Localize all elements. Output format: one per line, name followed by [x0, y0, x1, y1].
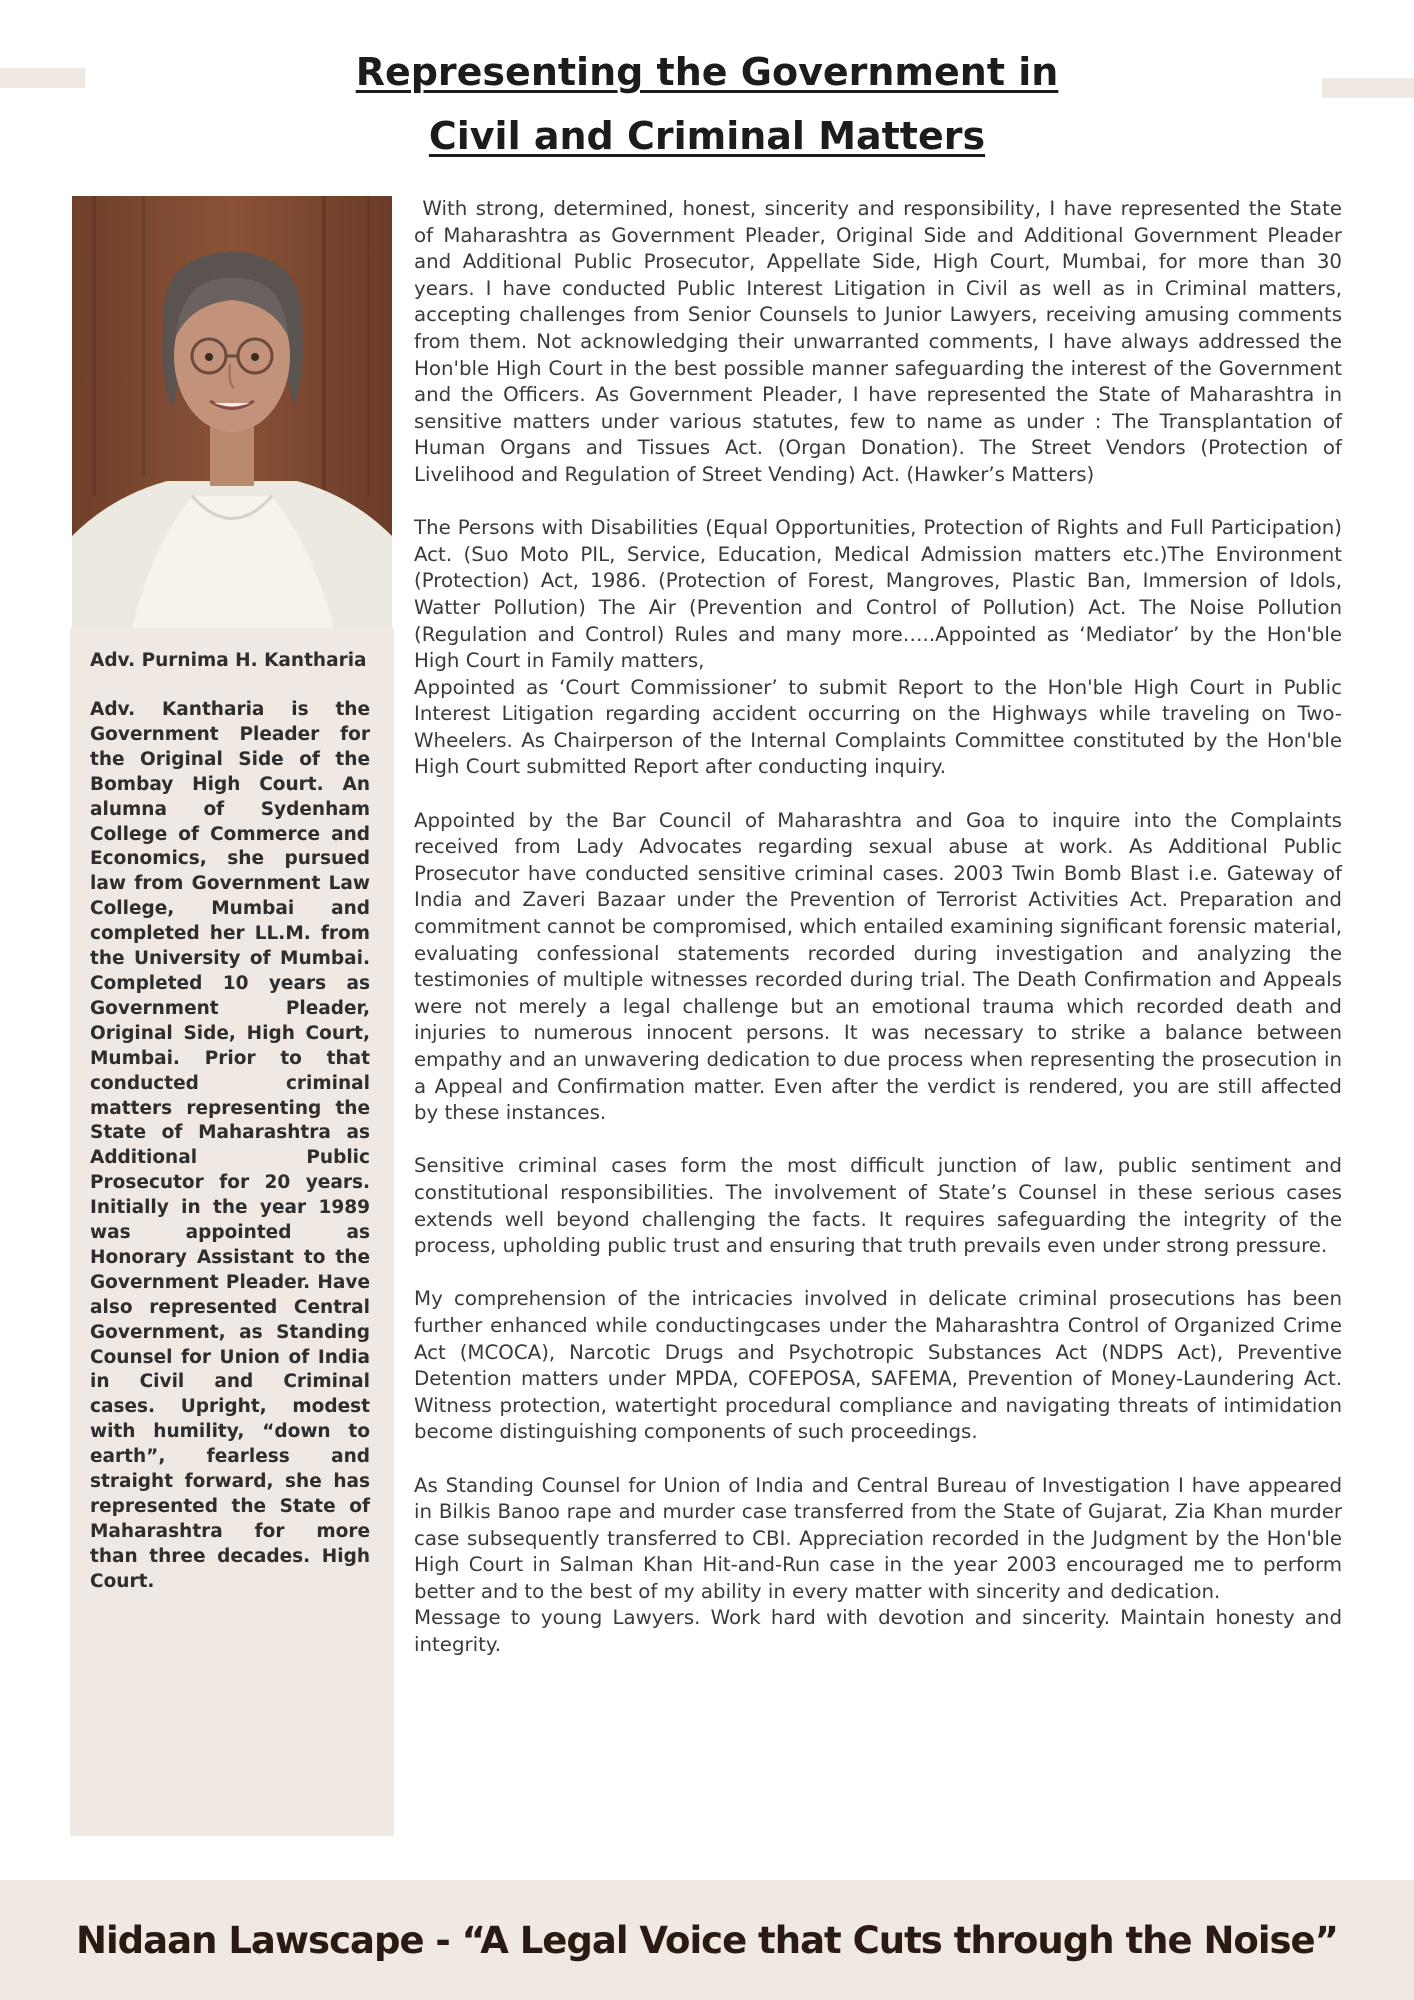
portrait-illustration	[72, 196, 392, 628]
author-name: Adv. Purnima H. Kantharia	[90, 650, 367, 671]
body-paragraph-2: The Persons with Disabilities (Equal Opportunities, Protection of Rights and Full Participation) Act. (Suo Moto PIL, Service, Education, Medical Admission matters etc.)The Environment (Protection) Act, 1986. (Protection of Forest, Mangroves, Plastic Ban, Immersion of Idols, Watter Pollution) The Air (Prevention and Control of Pollution) Act. The Noise Pollution (Regulation and Control) Rules and many more…..Appointed as ‘Mediator’ by the Hon'ble High Court in Family matters,	[414, 516, 1342, 673]
footer-tagline: Nidaan Lawscape - “A Legal Voice that Cuts through the Noise”	[76, 1918, 1338, 1962]
author-bio: Adv. Kantharia is the Government Pleader for the Original Side of the Bombay High Court. An alumna of Sydenham College of Commerce and Economics, she pursued law from Government Law College, Mumbai and completed her LL.M. from the University of Mumbai. Completed 10 years as Government Pleader, Original Side, High Court, Mumbai. Prior to that conducted criminal matters representing the State of Maharashtra as Additional Public Prosecutor for 20 years. Initially in the year 1989 was appointed as Honorary Assistant to the Government Pleader. Have also represented Central Government, as Standing Counsel for Union of India in Civil and Criminal cases. Upright, modest with humility, “down to earth”, fearless and straight forward, she has represented the State of Maharashtra for more than three decades. High Court.	[90, 699, 370, 1592]
portrait-photo	[72, 196, 392, 628]
footer-banner	[0, 1880, 1414, 2000]
page-title	[0, 40, 1414, 168]
author-sidebar	[70, 628, 394, 1836]
body-paragraph-7: As Standing Counsel for Union of India and Central Bureau of Investigation I have appeared in Bilkis Banoo rape and murder case transferred from the State of Gujarat, Zia Khan murder case subsequently transferred to CBI. Appreciation recorded in the Judgment by the Hon'ble High Court in Salman Khan Hit-and-Run case in the year 2003 encouraged me to perform better and to the best of my ability in every matter with sincerity and dedication.	[414, 1473, 1342, 1603]
body-paragraph-8: Message to young Lawyers. Work hard with devotion and sincerity. Maintain honesty and integrity.	[414, 1606, 1342, 1657]
body-paragraph-3: Appointed as ‘Court Commissioner’ to submit Report to the Hon'ble High Court in Public Interest Litigation regarding accident occurring on the Highways while traveling on Two-Wheelers. As Chairperson of the Internal Complaints Committee constituted by the Hon'ble High Court submitted Report after conducting inquiry.	[414, 675, 1342, 779]
body-paragraph-5: Sensitive criminal cases form the most difficult junction of law, public sentiment and constitutional responsibilities. The involvement of State’s Counsel in these serious cases extends well beyond challenging the facts. It requires safeguarding the integrity of the process, upholding public trust and ensuring that truth prevails even under strong pressure.	[414, 1154, 1342, 1258]
page-title-line-1: Representing the Government in	[355, 50, 1059, 94]
page-title-line-2: Civil and Criminal Matters	[428, 114, 986, 158]
article-body	[414, 196, 1342, 1659]
body-paragraph-1: With strong, determined, honest, sincerity and responsibility, I have represented the State of Maharashtra as Government Pleader, Original Side and Additional Government Pleader and Additional Public Prosecutor, Appellate Side, High Court, Mumbai, for more than 30 years. I have conducted Public Interest Litigation in Civil as well as in Criminal matters, accepting challenges from Senior Counsels to Junior Lawyers, receiving amusing comments from them. Not acknowledging their unwarranted comments, I have always addressed the Hon'ble High Court in the best possible manner safeguarding the interest of the Government and the Officers. As Government Pleader, I have represented the State of Maharashtra in sensitive matters under various statutes, few to name as under : The Transplantation of Human Organs and Tissues Act. (Organ Donation). The Street Vendors (Protection of Livelihood and Regulation of Street Vending) Act. (Hawker’s Matters)	[414, 197, 1342, 486]
body-paragraph-6: My comprehension of the intricacies involved in delicate criminal prosecutions has been further enhanced while conductingcases under the Maharashtra Control of Organized Crime Act (MCOCA), Narcotic Drugs and Psychotropic Substances Act (NDPS Act), Preventive Detention matters under MPDA, COFEPOSA, SAFEMA, Prevention of Money-Laundering Act. Witness protection, watertight procedural compliance and navigating threats of intimidation become distinguishing components of such proceedings.	[414, 1287, 1342, 1444]
body-paragraph-4: Appointed by the Bar Council of Maharashtra and Goa to inquire into the Complaints received from Lady Advocates regarding sexual abuse at work. As Additional Public Prosecutor have conducted sensitive criminal cases. 2003 Twin Bomb Blast i.e. Gateway of India and Zaveri Bazaar under the Prevention of Terrorist Activities Act. Preparation and commitment cannot be compromised, which entailed examining significant forensic material, evaluating confessional statements recorded during investigation and analyzing the testimonies of multiple witnesses recorded during trial. The Death Confirmation and Appeals were not merely a legal challenge but an emotional trauma which recorded death and injuries to numerous innocent persons. It was necessary to strike a balance between empathy and an unwavering dedication to due process when representing the prosecution in a Appeal and Confirmation matter. Even after the verdict is rendered, you are still affected by these instances.	[414, 808, 1342, 1125]
